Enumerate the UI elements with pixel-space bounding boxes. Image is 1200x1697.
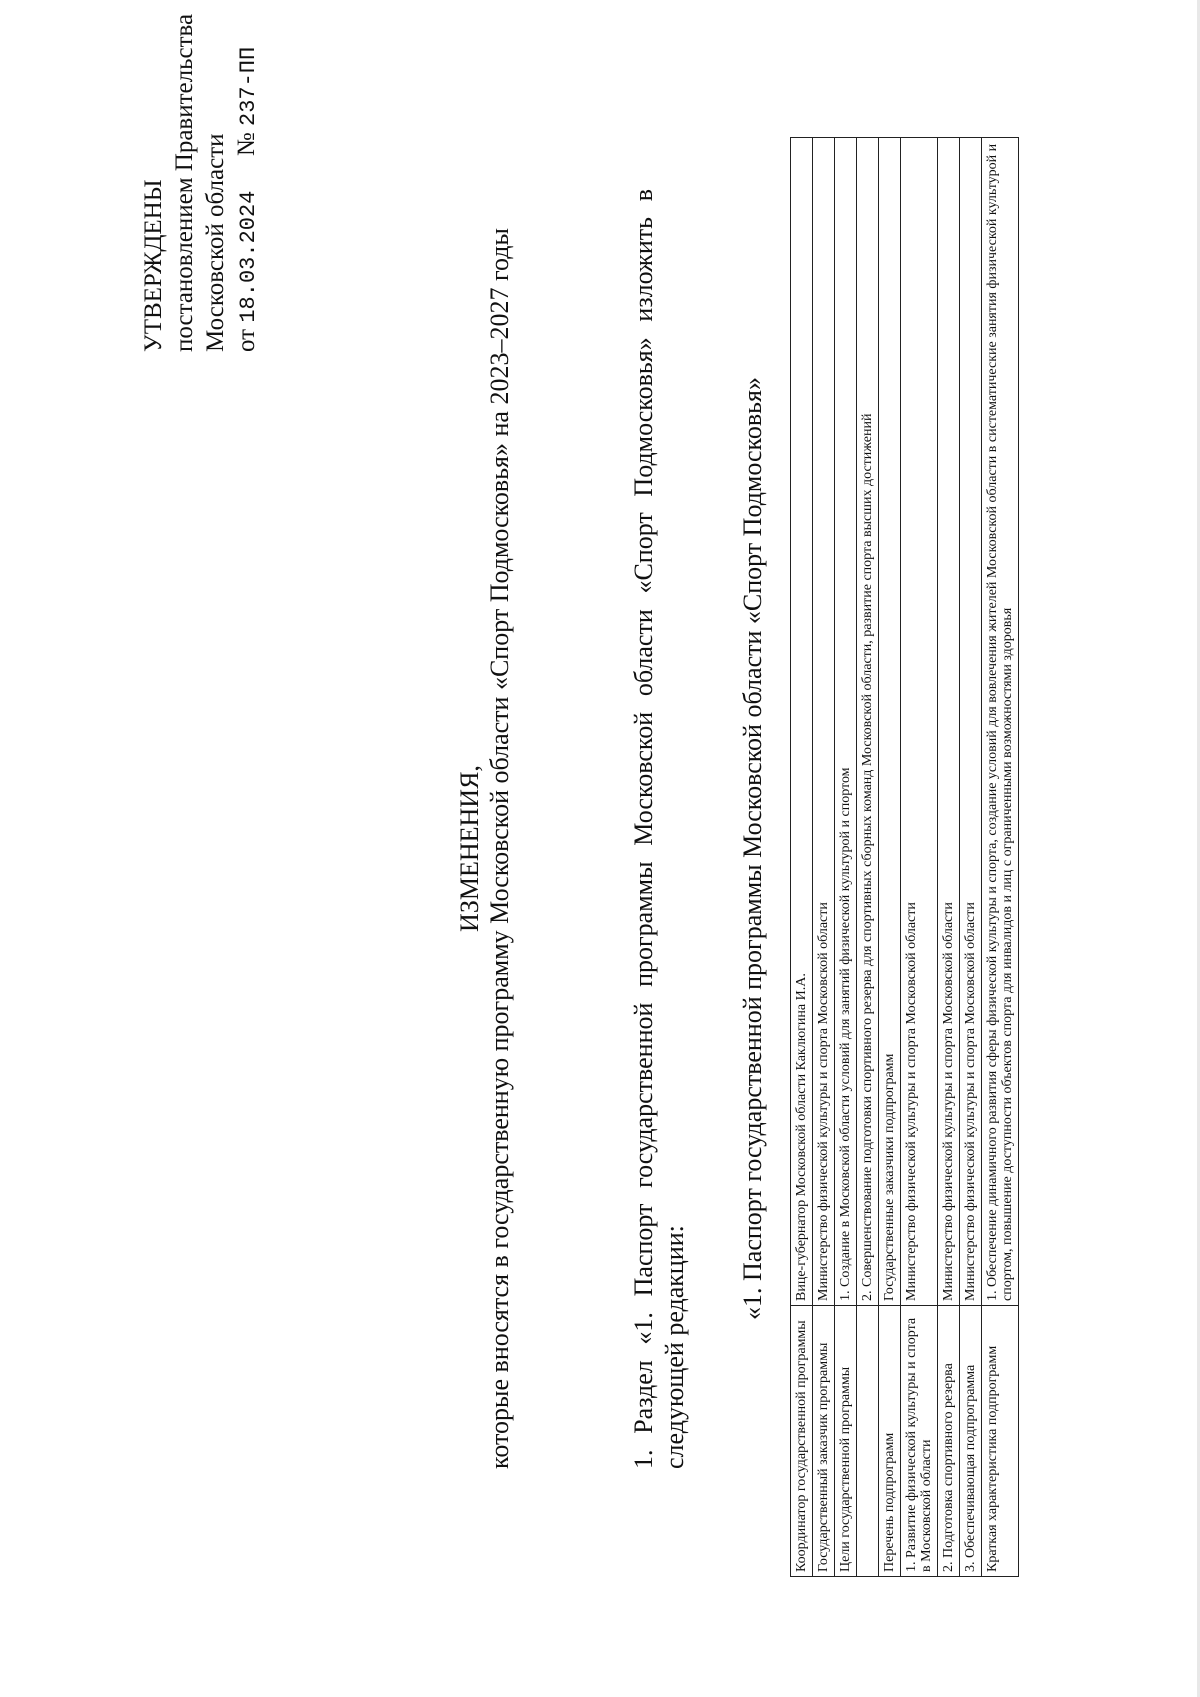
approval-number: 237-ПП [236, 46, 261, 126]
row-label: Краткая характеристика подпрограмм [982, 1306, 1019, 1577]
row-label: Перечень подпрограмм [879, 1306, 901, 1577]
date-prefix: от [233, 328, 260, 352]
table-row [879, 138, 901, 1577]
table-row [982, 138, 1019, 1577]
row-value: Министерство физической культуры и спорта Московской области [960, 138, 982, 1306]
row-label [857, 1306, 879, 1577]
row-label: Координатор государственной программы [791, 1306, 813, 1577]
table-row [791, 138, 813, 1577]
row-value: Министерство физической культуры и спорта Московской области [901, 138, 938, 1306]
table-row [857, 138, 879, 1577]
row-value: Вице-губернатор Московской области Каклюгина И.А. [791, 138, 813, 1306]
approval-date: 18.03.2024 [236, 190, 261, 323]
document-heading [455, 0, 515, 1697]
row-value: Министерство физической культуры и спорта Московской области [938, 138, 960, 1306]
table-row [938, 138, 960, 1577]
heading-subtitle: которые вносятся в государственную программу Московской области «Спорт Подмосковья» на 2023–2027 годы [485, 228, 514, 1469]
number-sign: № [233, 132, 260, 157]
table-row [813, 138, 835, 1577]
row-value: Государственные заказчики подпрограмм [879, 138, 901, 1306]
row-value: Министерство физической культуры и спорта Московской области [813, 138, 835, 1306]
table-row [835, 138, 857, 1577]
heading-title: ИЗМЕНЕНИЯ, [455, 765, 484, 932]
row-label: 3. Обеспечивающая подпрограмма [960, 1306, 982, 1577]
table-row [901, 138, 938, 1577]
row-label: Государственный заказчик программы [813, 1306, 835, 1577]
amendment-paragraph [628, 189, 690, 1529]
row-value: 1. Создание в Московской области условий для занятий физической культурой и спортом [835, 138, 857, 1306]
approved-date-line [231, 14, 264, 352]
paragraph-text: 1. Раздел «1. Паспорт государственной программы Московской области «Спорт Подмосковья» изложить в следующей редакции: [629, 189, 689, 1469]
table-row [960, 138, 982, 1577]
passport-table [790, 137, 1019, 1577]
approved-region-line: Московской области [202, 133, 229, 352]
section-title: «1. Паспорт государственной программы Московской области «Спорт Подмосковья» [738, 377, 767, 1320]
approval-stamp [138, 14, 264, 352]
row-value: 2. Совершенствование подготовки спортивного резерва для спортивных сборных команд Московской области, развитие спорта высших достижений [857, 138, 879, 1306]
row-label: 1. Развитие физической культуры и спорта в Московской области [901, 1306, 938, 1577]
approved-by-line: постановлением Правительства [171, 13, 198, 352]
row-label: Цели государственной программы [835, 1306, 857, 1577]
row-value: 1. Обеспечение динамичного развития сферы физической культуры и спорта, создание условий для вовлечения жителей Московской области в систематические занятия физической культурой и спортом, повышение доступности объектов спорта для инвалидов и лиц с ограниченными возможностями здоровья [982, 138, 1019, 1306]
row-label: 2. Подготовка спортивного резерва [938, 1306, 960, 1577]
approved-label: УТВЕРЖДЕНЫ [140, 179, 167, 352]
